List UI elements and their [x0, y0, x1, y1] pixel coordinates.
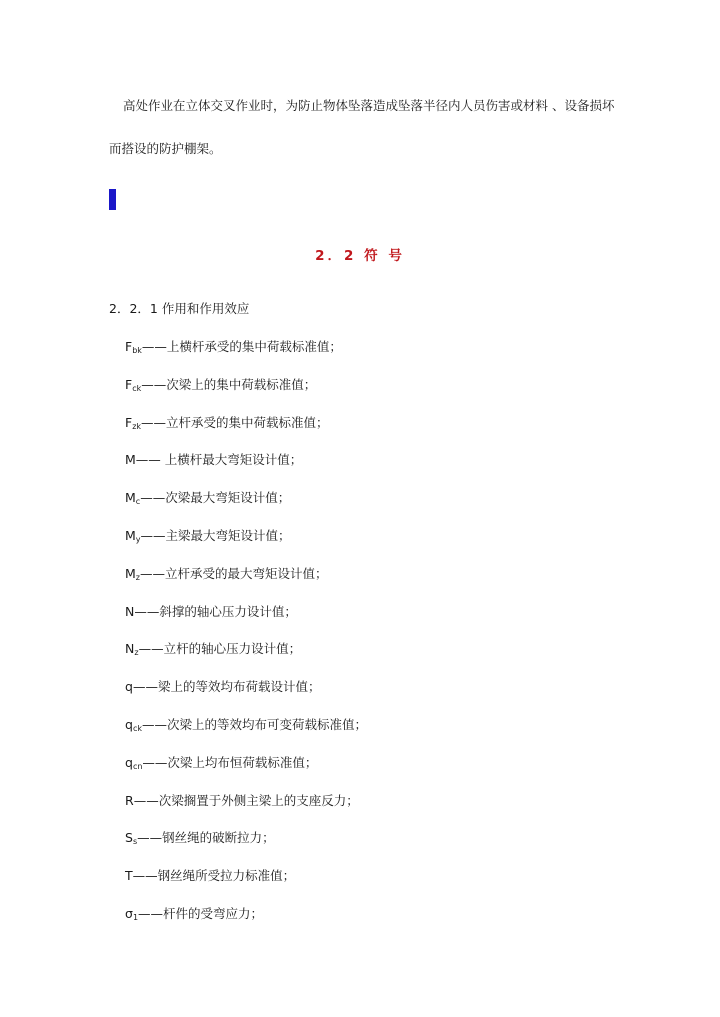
symbol-description: —— 上横杆最大弯矩设计值；	[135, 452, 303, 468]
symbol-list	[125, 337, 367, 942]
symbol-description: ——斜撑的轴心压力设计值；	[134, 603, 297, 619]
symbol-main: σ	[125, 905, 133, 921]
symbol-subscript: y	[135, 534, 141, 544]
symbol-item	[125, 753, 367, 791]
symbol-subscript: z	[134, 648, 139, 658]
symbol-subscript: z	[135, 572, 140, 582]
symbol-main: N	[125, 641, 135, 657]
symbol-subscript: bk	[132, 346, 142, 355]
symbol-item	[125, 413, 367, 451]
symbol-description: ——次梁上均布恒荷载标准值；	[142, 754, 318, 770]
symbol-main: M	[125, 527, 136, 543]
symbol-item	[125, 375, 367, 413]
symbol-item	[125, 564, 367, 602]
symbol-subscript: cn	[132, 761, 143, 771]
symbol-item	[125, 450, 367, 488]
section-title: 2．2 符 号	[315, 248, 405, 264]
symbol-item	[125, 677, 367, 715]
symbol-description: ——次梁最大弯矩设计值；	[140, 490, 291, 506]
symbol-main: R	[125, 792, 134, 808]
symbol-item	[125, 715, 367, 753]
symbol-item	[125, 337, 367, 375]
symbol-subscript: 1	[132, 912, 139, 922]
symbol-main: F	[125, 376, 133, 392]
symbol-description: ——次梁搁置于外侧主梁上的支座反力；	[133, 792, 359, 808]
symbol-item	[125, 828, 367, 866]
symbol-subscript: ck	[132, 723, 142, 733]
symbol-main: q	[125, 679, 133, 695]
symbol-description: ——次梁上的等效均布可变荷载标准值；	[141, 716, 367, 732]
symbol-subscript: c	[135, 497, 141, 507]
symbol-description: ——杆件的受弯应力；	[138, 905, 264, 921]
symbol-main: F	[125, 339, 133, 354]
symbol-item	[125, 488, 367, 526]
symbol-main: q	[125, 716, 133, 732]
symbol-description: ——立杆承受的最大弯矩设计值；	[140, 565, 328, 581]
symbol-main: M	[125, 490, 136, 506]
sub-heading: 2．2．1 作用和作用效应	[109, 301, 250, 316]
symbol-description: ——立杆的轴心压力设计值；	[138, 641, 302, 657]
symbol-main: M	[125, 452, 136, 468]
symbol-subscript: zk	[132, 421, 142, 431]
symbol-description: ——钢丝绳所受拉力标准值；	[132, 868, 296, 884]
symbol-main: q	[125, 754, 133, 770]
symbol-main: M	[125, 565, 136, 581]
symbol-item	[125, 526, 367, 564]
symbol-item	[125, 866, 367, 904]
symbol-description: ——上横杆承受的集中荷载标准值；	[141, 339, 342, 354]
symbol-description: ——钢丝绳的破断拉力；	[137, 830, 275, 846]
symbol-item	[125, 904, 367, 942]
symbol-description: ——立杆承受的集中荷载标准值；	[141, 414, 329, 430]
blue-marker	[109, 189, 116, 210]
symbol-item	[125, 639, 367, 677]
symbol-main: N	[125, 603, 135, 619]
symbol-item	[125, 602, 367, 640]
symbol-subscript: ck	[132, 383, 142, 393]
symbol-main: S	[125, 830, 133, 846]
intro-paragraph-text: 高处作业在立体交叉作业时，为防止物体坠落造成坠落半径内人员伤害或材料 、设备损坏而搭设的防护棚架。	[109, 98, 615, 156]
symbol-main: F	[125, 414, 133, 430]
symbol-description: ——次梁上的集中荷载标准值；	[141, 376, 317, 392]
symbol-subscript: s	[132, 837, 138, 847]
symbol-description: ——主梁最大弯矩设计值；	[140, 527, 291, 543]
symbol-item	[125, 791, 367, 829]
symbol-main: T	[125, 868, 133, 884]
intro-paragraph	[109, 84, 619, 170]
symbol-description: ——梁上的等效均布荷载设计值；	[132, 679, 321, 695]
